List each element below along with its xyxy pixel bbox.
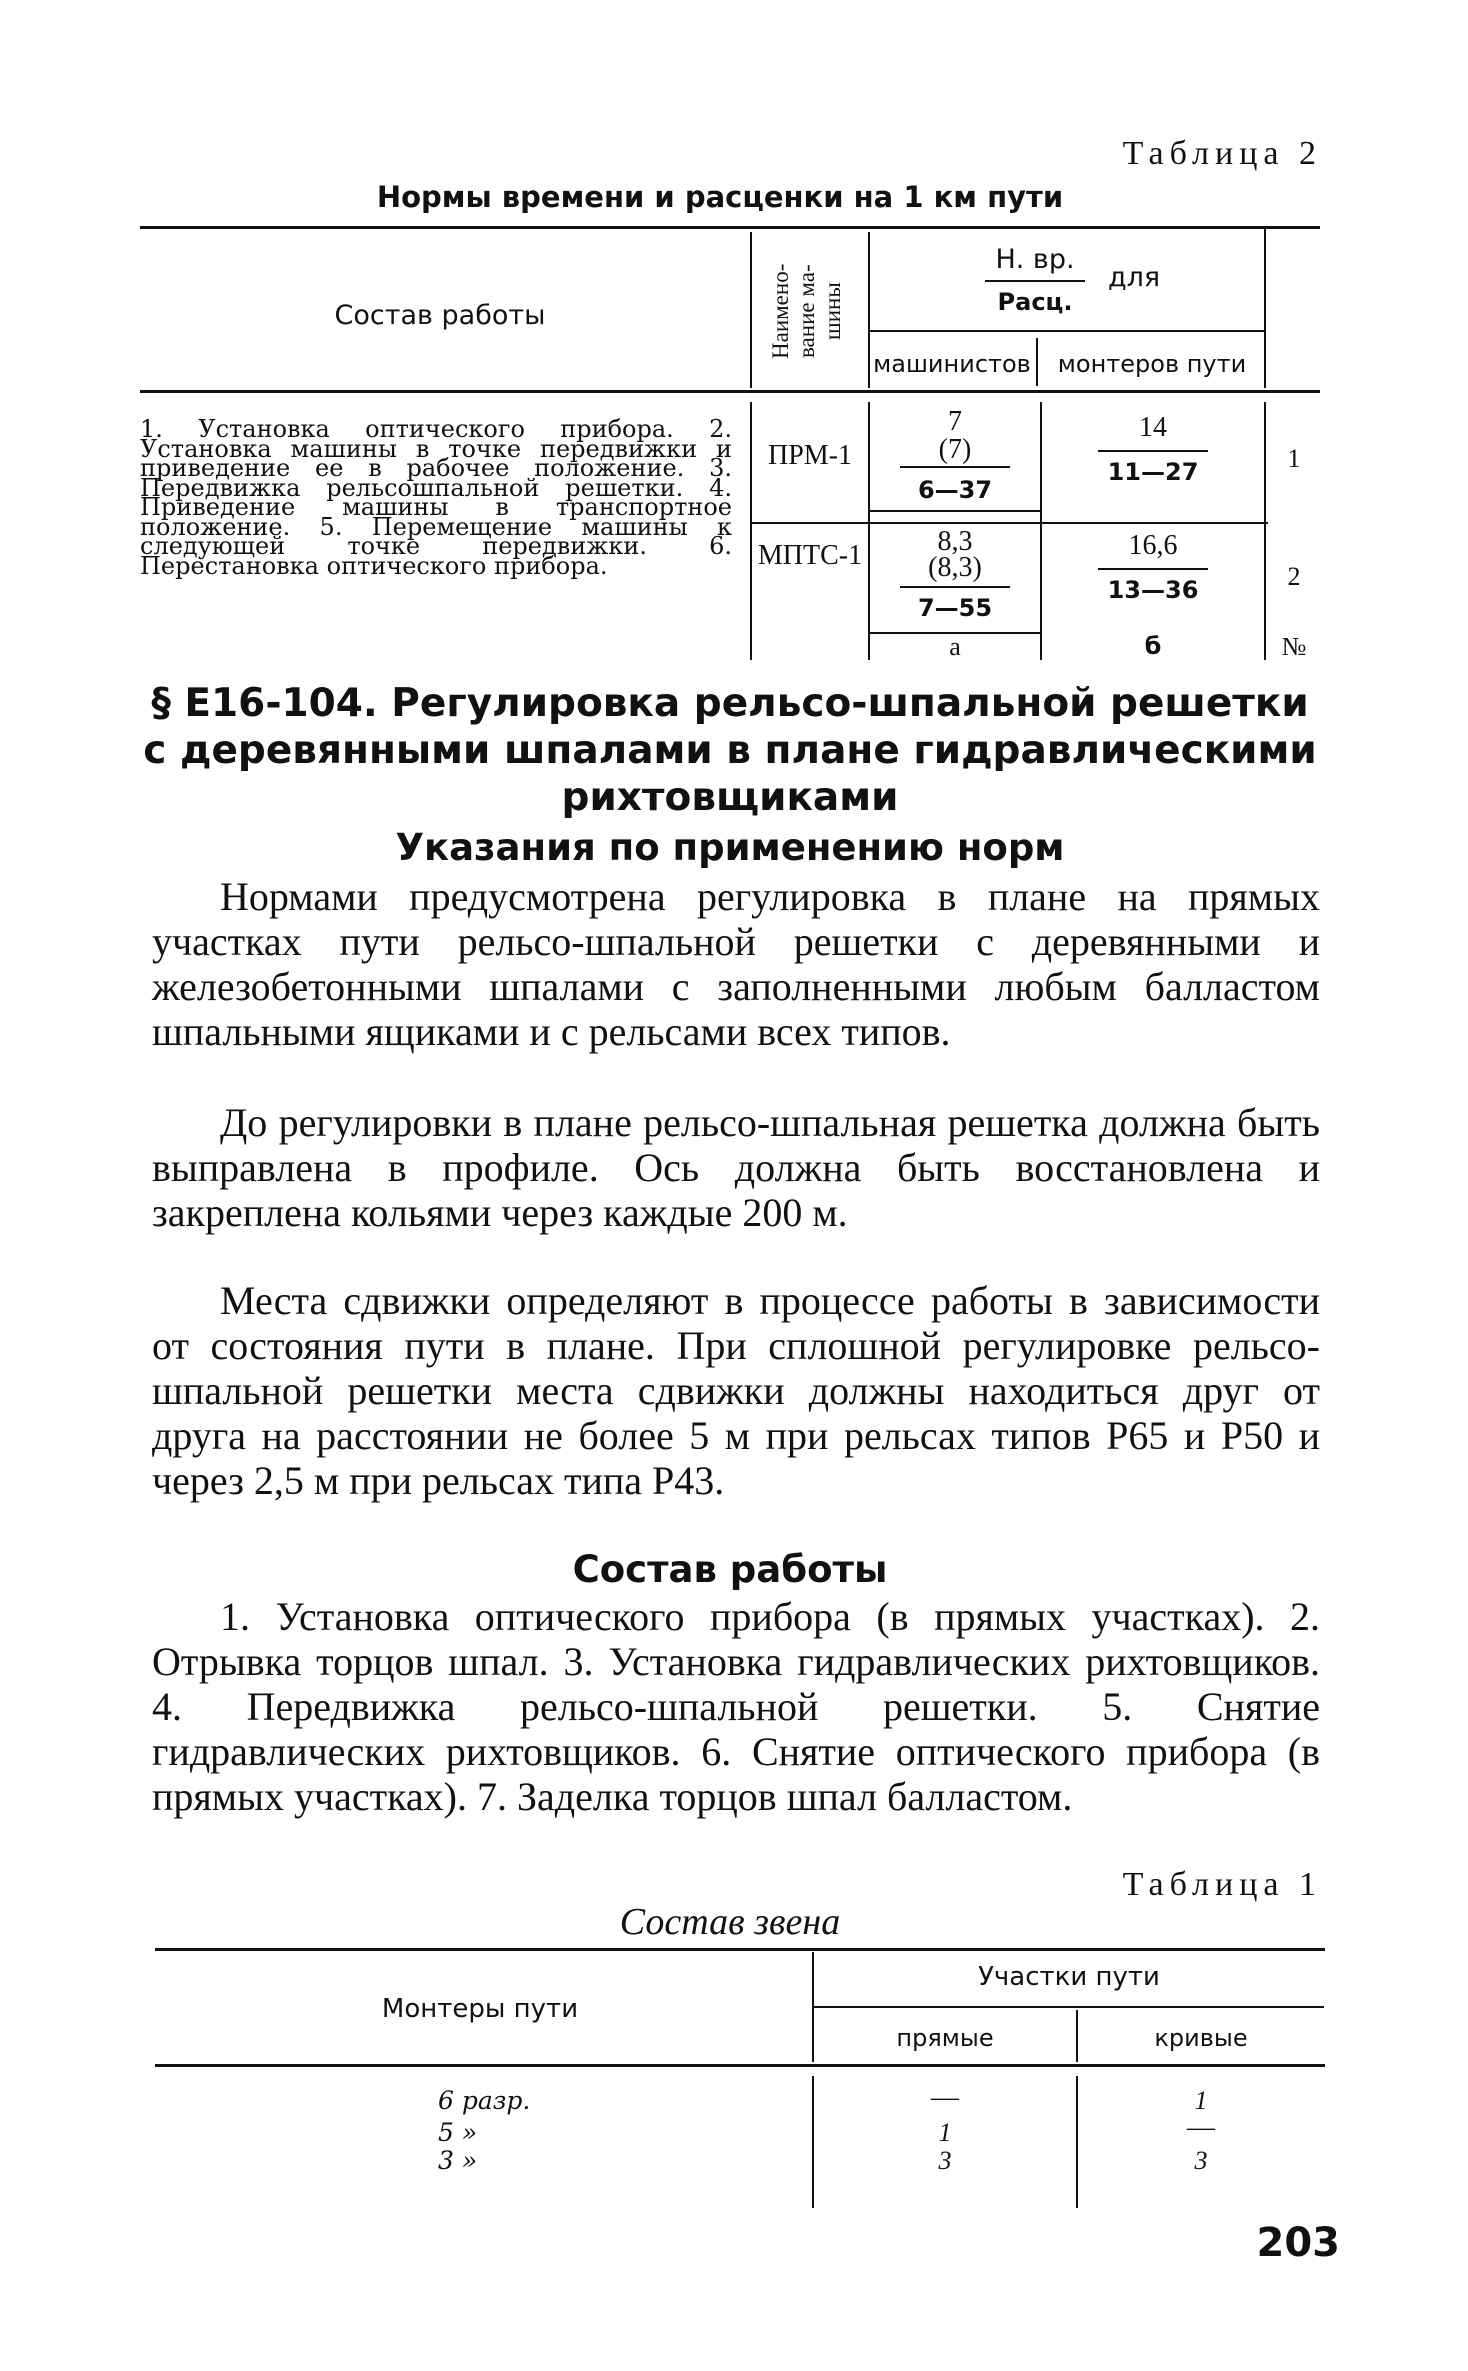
table1-label: Таблица 1 — [1122, 1866, 1322, 1903]
table2-body-vline-4 — [1264, 402, 1266, 660]
table1-row3-straight: 3 — [938, 2146, 952, 2175]
table2-vline-1 — [750, 232, 752, 388]
table2-col-machinists: машинистов — [873, 350, 1031, 378]
table2-row1-machine: ПРМ-1 — [767, 440, 852, 471]
table2-row1-b-top: 14 — [1139, 412, 1167, 443]
table2-work-text: 1. Установка оптического прибора. 2. Установка машины в точке передвижки и приведение ее в рабочее положение. 3. Передвижка рельсошпальной решетки. 4. Приведение машины в транспортное положение. 5. Перемещение машины к следующей точке передвижки. 6. Перестановка оптического прибора. — [140, 415, 732, 580]
table2-row1-a-mid: (7) — [938, 434, 972, 465]
table2-row1-a-bar — [900, 466, 1010, 468]
table2-label: Таблица 2 — [1122, 135, 1322, 172]
table2-row2-a-bar — [900, 586, 1010, 588]
table1-row2-curved: — — [1187, 2112, 1215, 2143]
table2-row-divider — [750, 522, 1268, 524]
table2-top-rule — [140, 226, 1320, 229]
table2-row1-b-bar — [1098, 450, 1208, 452]
table2-col-machine: Наимено-вание ма-шины — [768, 263, 845, 359]
table2-sub-rule — [870, 330, 1264, 332]
table2-row1-a-top: 7 — [948, 406, 962, 437]
table2-row2-no: 2 — [1287, 562, 1301, 591]
work-heading: Состав работы — [572, 1548, 888, 1591]
table2-row1-b-bottom: 11—27 — [1107, 458, 1199, 486]
table2-sub-vline — [1036, 338, 1038, 386]
table2-row2-machine: МПТС-1 — [757, 540, 863, 571]
section-title-line3: рихтовщиками — [561, 775, 899, 820]
table1-col-straight: прямые — [896, 2024, 994, 2052]
table1-header-rule — [155, 2064, 1325, 2067]
table2-row2-a-bottom: 7—55 — [917, 594, 993, 622]
table2-norm-top: Н. вр. — [995, 244, 1075, 275]
table2-caption: Нормы времени и расценки на 1 км пути — [376, 180, 1064, 214]
table2-footer-a: а — [949, 632, 961, 661]
table2-row2-a-top: 8,3 — [937, 526, 973, 557]
page-number: 203 — [1256, 2220, 1340, 2266]
paragraph-1: Нормами предусмотрена регулировка в плане на прямых участках пути рельсо-шпальной решетки с деревянными и железобетонными шпалами с заполненными любым балластом шпальными ящиками и с рельсами всех типов. — [152, 874, 1320, 1054]
table1-sub-rule — [814, 2006, 1324, 2008]
table1-row2-straight: 1 — [938, 2118, 952, 2147]
table1-col-fitters: Монтеры пути — [381, 1994, 579, 2024]
table2-row2-b-top: 16,6 — [1128, 530, 1178, 561]
table2-row1-no: 1 — [1287, 444, 1301, 473]
table2-vline-2 — [868, 232, 870, 388]
table1-row1-grade: 6 разр. — [438, 2086, 531, 2115]
paragraph-2: До регулировки в плане рельсо-шпальная решетка должна быть выправлена в профиле. Ось должна быть восстановлена и закреплена кольями через каждые 200 м. — [152, 1100, 1320, 1235]
table2-row2-b-bar — [1098, 568, 1208, 570]
table2-norm-for: для — [1108, 262, 1161, 293]
table1-col-curved: кривые — [1154, 2024, 1248, 2052]
table1-row3-grade: 3 » — [438, 2146, 478, 2175]
section-title-line2: с деревянными шпалами в плане гидравлическими — [143, 728, 1317, 773]
table2-footer-no: № — [1281, 632, 1307, 661]
table2-row1-a-underline — [870, 510, 1040, 512]
paragraph-3: Места сдвижки определяют в процессе работы в зависимости от состояния пути в плане. При сплошной регулировке рельсо-шпальной решетки места сдвижки должны находиться друг от друга на расстоянии не более 5 м при рельсах типов Р65 и Р50 и через 2,5 м при рельсах типа Р43. — [152, 1278, 1320, 1503]
table2-row2-b-bottom: 13—36 — [1107, 576, 1199, 604]
table1-caption: Состав звена — [619, 1901, 841, 1943]
table2-norm-bottom: Расц. — [997, 288, 1073, 316]
table1-col-sections: Участки пути — [978, 1962, 1160, 1992]
table2-row1-a-bottom: 6—37 — [917, 476, 993, 504]
table1-row1-curved: 1 — [1194, 2086, 1208, 2115]
table2-header-rule — [140, 390, 1320, 393]
table2-col-fitters: монтеров пути — [1057, 350, 1247, 378]
section-title-line1: § Е16-104. Регулировка рельсо-шпальной решетки — [151, 681, 1309, 726]
table2-col-work: Состав работы — [334, 300, 546, 331]
table1-top-rule — [155, 1948, 1325, 1951]
table1-row1-straight: — — [931, 2082, 959, 2113]
table2-norm-fraction-bar — [985, 280, 1085, 282]
work-paragraph: 1. Установка оптического прибора (в прямых участках). 2. Отрывка торцов шпал. 3. Установка гидравлических рихтовщиков. 4. Передвижка рельсо-шпальной решетки. 5. Снятие гидравлических рихтовщиков. 6. Снятие оптического прибора (в прямых участках). 7. Заделка торцов шпал балластом. — [152, 1594, 1320, 1819]
table2-footer-b: б — [1144, 632, 1162, 660]
table2-vline-3 — [1264, 228, 1266, 388]
table2-row2-a-mid: (8,3) — [928, 552, 982, 583]
table1-row2-grade: 5 » — [438, 2118, 478, 2147]
section-subtitle: Указания по применению норм — [395, 826, 1065, 869]
table1-row3-curved: 3 — [1194, 2146, 1208, 2175]
